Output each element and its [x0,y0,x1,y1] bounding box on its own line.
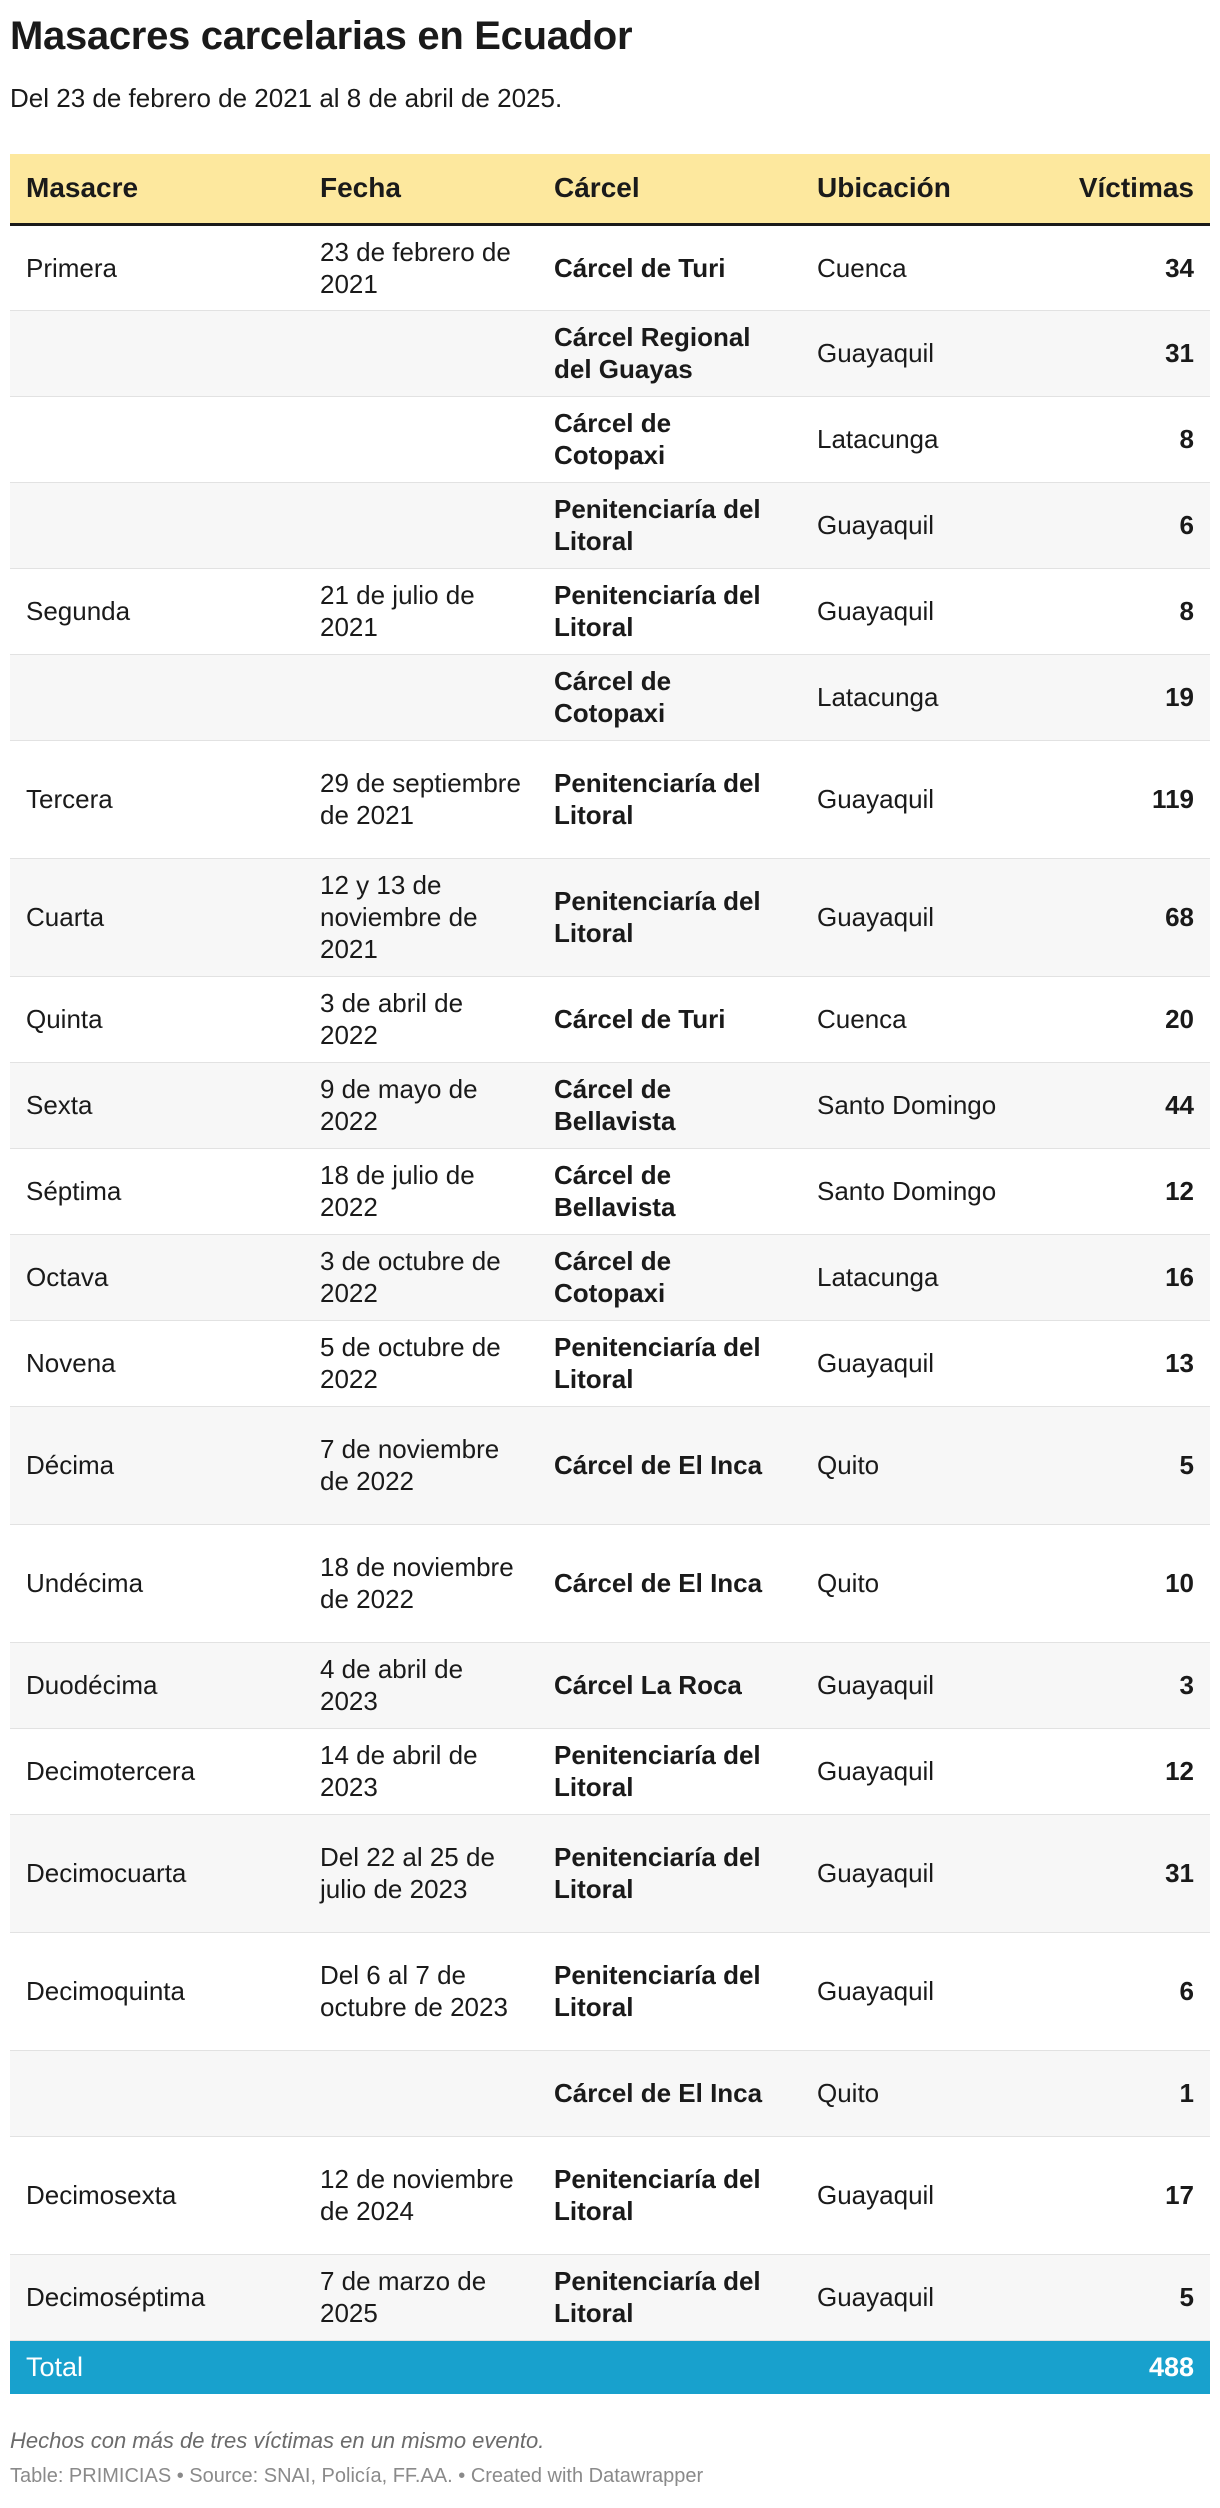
cell-masacre: Novena [10,1320,304,1406]
table-row [10,224,1210,310]
cell-carcel: Penitenciaría del Litoral [538,1728,801,1814]
cell-ubicacion: Guayaquil [801,1814,1017,1932]
cell-ubicacion: Guayaquil [801,310,1017,396]
cell-masacre: Decimocuarta [10,1814,304,1932]
cell-fecha: 29 de septiembre de 2021 [304,740,538,858]
table-row [10,1148,1210,1234]
cell-fecha: 4 de abril de 2023 [304,1642,538,1728]
cell-victimas: 31 [1017,310,1210,396]
cell-victimas: 8 [1017,568,1210,654]
cell-victimas: 119 [1017,740,1210,858]
cell-ubicacion: Guayaquil [801,482,1017,568]
cell-ubicacion: Guayaquil [801,1642,1017,1728]
table-row [10,654,1210,740]
cell-victimas: 31 [1017,1814,1210,1932]
table-row [10,1062,1210,1148]
cell-masacre: Décima [10,1406,304,1524]
cell-carcel: Penitenciaría del Litoral [538,740,801,858]
table-row [10,1932,1210,2050]
column-header-masacre[interactable]: Masacre [10,154,304,224]
cell-carcel: Penitenciaría del Litoral [538,1814,801,1932]
page [10,0,1210,2487]
cell-victimas: 16 [1017,1234,1210,1320]
cell-carcel: Cárcel de Cotopaxi [538,396,801,482]
cell-masacre: Decimoquinta [10,1932,304,2050]
cell-fecha: Del 6 al 7 de octubre de 2023 [304,1932,538,2050]
cell-ubicacion: Guayaquil [801,740,1017,858]
column-header-victimas[interactable]: Víctimas [1017,154,1210,224]
cell-fecha [304,2050,538,2136]
cell-ubicacion: Guayaquil [801,1728,1017,1814]
cell-ubicacion: Guayaquil [801,1932,1017,2050]
table-row [10,568,1210,654]
cell-carcel: Penitenciaría del Litoral [538,2254,801,2340]
cell-masacre: Undécima [10,1524,304,1642]
table-row [10,976,1210,1062]
cell-fecha [304,396,538,482]
cell-carcel: Cárcel de El Inca [538,2050,801,2136]
cell-ubicacion: Guayaquil [801,2136,1017,2254]
cell-fecha: 3 de octubre de 2022 [304,1234,538,1320]
cell-carcel: Cárcel de El Inca [538,1524,801,1642]
page-subtitle: Del 23 de febrero de 2021 al 8 de abril de 2025. [10,83,563,113]
table-row [10,1728,1210,1814]
table-row [10,2254,1210,2340]
cell-masacre: Duodécima [10,1642,304,1728]
table-body [10,224,1210,2340]
cell-carcel: Cárcel Regional del Guayas [538,310,801,396]
cell-ubicacion: Santo Domingo [801,1148,1017,1234]
cell-ubicacion: Quito [801,1524,1017,1642]
table-row [10,2136,1210,2254]
massacres-table [10,154,1210,2394]
cell-fecha: 14 de abril de 2023 [304,1728,538,1814]
cell-masacre: Decimotercera [10,1728,304,1814]
cell-fecha: 23 de febrero de 2021 [304,224,538,310]
cell-carcel: Penitenciaría del Litoral [538,568,801,654]
cell-masacre: Primera [10,224,304,310]
table-row [10,1406,1210,1524]
cell-masacre [10,654,304,740]
cell-masacre [10,482,304,568]
cell-victimas: 12 [1017,1148,1210,1234]
cell-victimas: 5 [1017,1406,1210,1524]
cell-carcel: Cárcel de Bellavista [538,1062,801,1148]
cell-victimas: 6 [1017,1932,1210,2050]
cell-carcel: Penitenciaría del Litoral [538,2136,801,2254]
source-line: Table: PRIMICIAS • Source: SNAI, Policía, FF.AA. • Created with Datawrapper [10,2465,704,2487]
total-row [10,2340,1210,2394]
cell-fecha: 3 de abril de 2022 [304,976,538,1062]
cell-masacre: Segunda [10,568,304,654]
cell-masacre: Quinta [10,976,304,1062]
cell-fecha [304,310,538,396]
column-header-carcel[interactable]: Cárcel [538,154,801,224]
cell-ubicacion: Quito [801,2050,1017,2136]
table-row [10,2050,1210,2136]
cell-carcel: Cárcel de Turi [538,224,801,310]
cell-victimas: 3 [1017,1642,1210,1728]
table-row [10,740,1210,858]
cell-victimas: 19 [1017,654,1210,740]
cell-victimas: 8 [1017,396,1210,482]
footnote: Hechos con más de tres víctimas en un mismo evento. [10,2428,545,2453]
cell-carcel: Cárcel de Turi [538,976,801,1062]
column-header-ubicacion[interactable]: Ubicación [801,154,1017,224]
cell-carcel: Cárcel La Roca [538,1642,801,1728]
cell-ubicacion: Latacunga [801,654,1017,740]
cell-carcel: Cárcel de Bellavista [538,1148,801,1234]
cell-ubicacion: Guayaquil [801,568,1017,654]
cell-fecha: Del 22 al 25 de julio de 2023 [304,1814,538,1932]
cell-ubicacion: Latacunga [801,396,1017,482]
page-title: Masacres carcelarias en Ecuador [10,14,633,58]
cell-victimas: 12 [1017,1728,1210,1814]
cell-carcel: Penitenciaría del Litoral [538,1932,801,2050]
cell-victimas: 1 [1017,2050,1210,2136]
cell-ubicacion: Guayaquil [801,858,1017,976]
cell-fecha: 7 de marzo de 2025 [304,2254,538,2340]
cell-ubicacion: Guayaquil [801,1320,1017,1406]
cell-victimas: 68 [1017,858,1210,976]
cell-victimas: 10 [1017,1524,1210,1642]
cell-victimas: 34 [1017,224,1210,310]
table-row [10,1320,1210,1406]
cell-masacre [10,2050,304,2136]
cell-fecha: 18 de noviembre de 2022 [304,1524,538,1642]
cell-carcel: Cárcel de Cotopaxi [538,654,801,740]
table-row [10,310,1210,396]
cell-fecha [304,482,538,568]
cell-masacre: Decimoséptima [10,2254,304,2340]
cell-carcel: Penitenciaría del Litoral [538,482,801,568]
table-row [10,1234,1210,1320]
total-label: Total [26,2351,84,2382]
cell-masacre: Sexta [10,1062,304,1148]
table-row [10,482,1210,568]
cell-victimas: 20 [1017,976,1210,1062]
cell-victimas: 44 [1017,1062,1210,1148]
total-value: 488 [1148,2351,1194,2382]
cell-ubicacion: Cuenca [801,976,1017,1062]
cell-masacre [10,396,304,482]
table-notes [10,2426,1210,2490]
cell-victimas: 6 [1017,482,1210,568]
cell-victimas: 5 [1017,2254,1210,2340]
cell-carcel: Penitenciaría del Litoral [538,1320,801,1406]
cell-ubicacion: Cuenca [801,224,1017,310]
cell-carcel: Cárcel de Cotopaxi [538,1234,801,1320]
column-header-fecha[interactable]: Fecha [304,154,538,224]
cell-masacre: Octava [10,1234,304,1320]
table-row [10,1814,1210,1932]
cell-carcel: Penitenciaría del Litoral [538,858,801,976]
table-row [10,858,1210,976]
cell-fecha [304,654,538,740]
cell-masacre: Tercera [10,740,304,858]
cell-fecha: 5 de octubre de 2022 [304,1320,538,1406]
cell-fecha: 9 de mayo de 2022 [304,1062,538,1148]
cell-ubicacion: Santo Domingo [801,1062,1017,1148]
cell-carcel: Cárcel de El Inca [538,1406,801,1524]
cell-ubicacion: Guayaquil [801,2254,1017,2340]
cell-fecha: 18 de julio de 2022 [304,1148,538,1234]
cell-ubicacion: Quito [801,1406,1017,1524]
cell-ubicacion: Latacunga [801,1234,1017,1320]
table-row [10,396,1210,482]
cell-fecha: 21 de julio de 2021 [304,568,538,654]
cell-masacre: Decimosexta [10,2136,304,2254]
cell-fecha: 12 y 13 de noviembre de 2021 [304,858,538,976]
cell-masacre: Séptima [10,1148,304,1234]
cell-masacre: Cuarta [10,858,304,976]
cell-fecha: 7 de noviembre de 2022 [304,1406,538,1524]
cell-masacre [10,310,304,396]
table-row [10,1524,1210,1642]
cell-victimas: 17 [1017,2136,1210,2254]
table-row [10,1642,1210,1728]
cell-victimas: 13 [1017,1320,1210,1406]
cell-fecha: 12 de noviembre de 2024 [304,2136,538,2254]
table-header-row [10,154,1210,224]
